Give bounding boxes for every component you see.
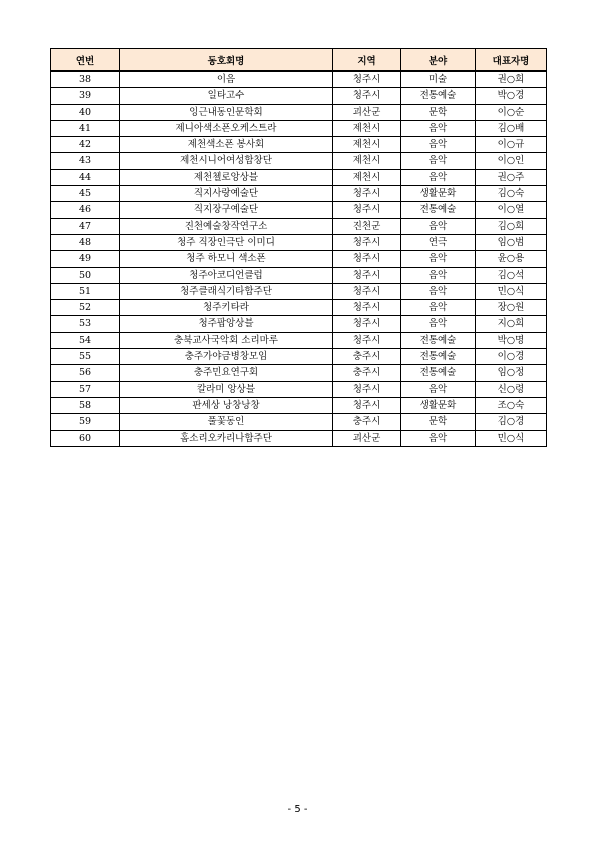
header-number: 연번 (51, 49, 120, 72)
table-row (51, 202, 547, 218)
cell-club-name: 청주 하모니 색소폰 (120, 251, 333, 267)
table-row (51, 251, 547, 267)
cell-club-name: 충북교사국악회 소리마루 (120, 332, 333, 348)
cell-field: 음악 (401, 267, 476, 283)
cell-club-name: 판세상 낭창낭창 (120, 397, 333, 413)
cell-club-name: 제천첼로앙상블 (120, 169, 333, 185)
table-row (51, 430, 547, 446)
cell-field: 전통예술 (401, 202, 476, 218)
table-row (51, 381, 547, 397)
cell-field: 음악 (401, 316, 476, 332)
cell-field: 음악 (401, 120, 476, 136)
table-row (51, 316, 547, 332)
cell-number: 53 (51, 316, 120, 332)
cell-club-name: 충주민요연구회 (120, 365, 333, 381)
cell-number: 58 (51, 397, 120, 413)
cell-club-name: 충주가야금병창모임 (120, 349, 333, 365)
cell-representative: 장○원 (476, 300, 547, 316)
table-row (51, 153, 547, 169)
cell-representative: 신○령 (476, 381, 547, 397)
table-row (51, 332, 547, 348)
cell-club-name: 칼라미 앙상블 (120, 381, 333, 397)
cell-region: 청주시 (333, 202, 401, 218)
cell-number: 52 (51, 300, 120, 316)
cell-number: 56 (51, 365, 120, 381)
cell-representative: 김○석 (476, 267, 547, 283)
cell-representative: 김○숙 (476, 186, 547, 202)
table-row (51, 414, 547, 430)
cell-club-name: 청주키타라 (120, 300, 333, 316)
cell-club-name: 직지사랑예술단 (120, 186, 333, 202)
cell-club-name: 풀꽃동인 (120, 414, 333, 430)
cell-club-name: 청주 직장인극단 이미디 (120, 234, 333, 250)
header-club-name: 동호회명 (120, 49, 333, 72)
cell-field: 전통예술 (401, 332, 476, 348)
table-row (51, 218, 547, 234)
cell-region: 괴산군 (333, 104, 401, 120)
cell-club-name: 제니아색소폰오케스트라 (120, 120, 333, 136)
cell-representative: 민○식 (476, 430, 547, 446)
table-row (51, 104, 547, 120)
cell-club-name: 청주클래식기타합주단 (120, 283, 333, 299)
cell-number: 60 (51, 430, 120, 446)
cell-representative: 김○배 (476, 120, 547, 136)
cell-representative: 박○경 (476, 88, 547, 104)
cell-number: 47 (51, 218, 120, 234)
cell-field: 음악 (401, 169, 476, 185)
cell-field: 음악 (401, 300, 476, 316)
cell-field: 문학 (401, 414, 476, 430)
table-row (51, 234, 547, 250)
club-list-table (50, 48, 547, 447)
cell-field: 음악 (401, 218, 476, 234)
cell-region: 제천시 (333, 169, 401, 185)
table-row (51, 397, 547, 413)
cell-club-name: 청주아코디언클럽 (120, 267, 333, 283)
cell-field: 음악 (401, 153, 476, 169)
header-row (51, 49, 547, 72)
cell-region: 청주시 (333, 251, 401, 267)
cell-number: 48 (51, 234, 120, 250)
cell-region: 제천시 (333, 137, 401, 153)
cell-region: 진천군 (333, 218, 401, 234)
cell-representative: 지○희 (476, 316, 547, 332)
table-row (51, 71, 547, 88)
header-field: 분야 (401, 49, 476, 72)
cell-representative: 이○인 (476, 153, 547, 169)
cell-number: 50 (51, 267, 120, 283)
cell-representative: 민○식 (476, 283, 547, 299)
table-row (51, 300, 547, 316)
cell-club-name: 일타고수 (120, 88, 333, 104)
cell-number: 59 (51, 414, 120, 430)
cell-club-name: 직지장구예술단 (120, 202, 333, 218)
cell-field: 음악 (401, 283, 476, 299)
cell-number: 45 (51, 186, 120, 202)
table-row (51, 267, 547, 283)
cell-field: 음악 (401, 430, 476, 446)
table-row (51, 169, 547, 185)
cell-number: 44 (51, 169, 120, 185)
cell-representative: 임○범 (476, 234, 547, 250)
cell-field: 전통예술 (401, 349, 476, 365)
cell-number: 42 (51, 137, 120, 153)
cell-region: 충주시 (333, 414, 401, 430)
cell-field: 연극 (401, 234, 476, 250)
table-row (51, 137, 547, 153)
header-representative: 대표자명 (476, 49, 547, 72)
cell-club-name: 진천예술창작연구소 (120, 218, 333, 234)
cell-representative: 권○희 (476, 71, 547, 88)
cell-number: 43 (51, 153, 120, 169)
cell-region: 청주시 (333, 381, 401, 397)
cell-region: 충주시 (333, 349, 401, 365)
cell-region: 청주시 (333, 397, 401, 413)
cell-field: 음악 (401, 251, 476, 267)
cell-region: 제천시 (333, 120, 401, 136)
cell-representative: 조○숙 (476, 397, 547, 413)
cell-representative: 이○규 (476, 137, 547, 153)
cell-number: 41 (51, 120, 120, 136)
cell-field: 미술 (401, 71, 476, 88)
cell-field: 음악 (401, 381, 476, 397)
cell-club-name: 홈소리오카리나합주단 (120, 430, 333, 446)
cell-field: 문학 (401, 104, 476, 120)
cell-number: 54 (51, 332, 120, 348)
cell-representative: 권○주 (476, 169, 547, 185)
cell-club-name: 제천색소폰 봉사회 (120, 137, 333, 153)
cell-number: 49 (51, 251, 120, 267)
cell-representative: 윤○용 (476, 251, 547, 267)
cell-region: 청주시 (333, 88, 401, 104)
cell-number: 39 (51, 88, 120, 104)
cell-field: 전통예술 (401, 365, 476, 381)
cell-club-name: 제천시니어여성합창단 (120, 153, 333, 169)
cell-club-name: 잉근내동인문학회 (120, 104, 333, 120)
table-row (51, 186, 547, 202)
cell-region: 청주시 (333, 186, 401, 202)
table-row (51, 365, 547, 381)
cell-representative: 박○명 (476, 332, 547, 348)
cell-number: 57 (51, 381, 120, 397)
cell-number: 38 (51, 71, 120, 88)
cell-representative: 이○열 (476, 202, 547, 218)
cell-representative: 이○순 (476, 104, 547, 120)
cell-representative: 김○경 (476, 414, 547, 430)
cell-region: 제천시 (333, 153, 401, 169)
cell-field: 전통예술 (401, 88, 476, 104)
cell-representative: 임○정 (476, 365, 547, 381)
cell-region: 청주시 (333, 267, 401, 283)
table-row (51, 349, 547, 365)
cell-representative: 김○희 (476, 218, 547, 234)
cell-region: 청주시 (333, 316, 401, 332)
cell-representative: 이○경 (476, 349, 547, 365)
cell-region: 청주시 (333, 300, 401, 316)
cell-region: 청주시 (333, 332, 401, 348)
cell-region: 청주시 (333, 71, 401, 88)
table-row (51, 283, 547, 299)
header-region: 지역 (333, 49, 401, 72)
cell-club-name: 이음 (120, 71, 333, 88)
table-row (51, 88, 547, 104)
cell-region: 청주시 (333, 283, 401, 299)
cell-number: 46 (51, 202, 120, 218)
cell-field: 생활문화 (401, 397, 476, 413)
table-row (51, 120, 547, 136)
cell-number: 55 (51, 349, 120, 365)
table-body (51, 71, 547, 446)
cell-region: 괴산군 (333, 430, 401, 446)
cell-club-name: 청주팝앙상블 (120, 316, 333, 332)
cell-region: 충주시 (333, 365, 401, 381)
cell-field: 생활문화 (401, 186, 476, 202)
page-number: - 5 - (287, 804, 308, 815)
cell-number: 40 (51, 104, 120, 120)
cell-number: 51 (51, 283, 120, 299)
cell-field: 음악 (401, 137, 476, 153)
cell-region: 청주시 (333, 234, 401, 250)
